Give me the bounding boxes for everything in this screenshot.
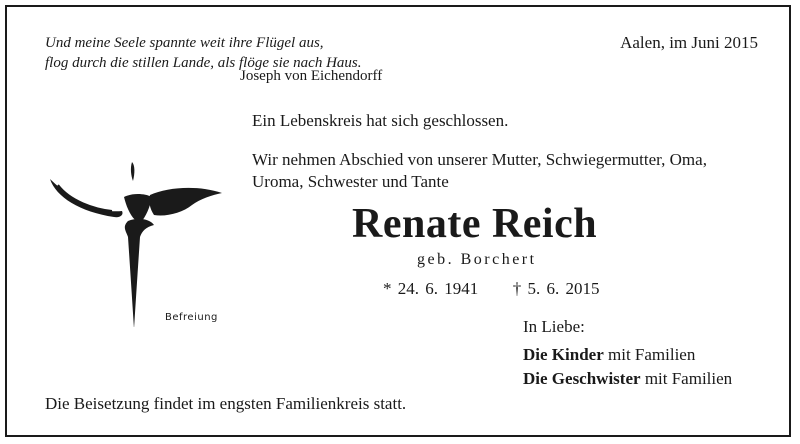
death-date: 5. 6. 2015 — [527, 279, 600, 298]
intro-text: Ein Lebenskreis hat sich geschlossen. — [252, 111, 509, 130]
birth-symbol: * — [383, 279, 392, 298]
mourners-heading: In Liebe: — [523, 317, 585, 336]
poem-line-2: flog durch die stillen Lande, als flöge sie nach Haus. — [45, 55, 362, 71]
mourner-entry — [523, 369, 732, 389]
mourner-suffix: mit Familien — [644, 369, 733, 388]
farewell-text — [252, 149, 707, 193]
mourner-suffix: mit Familien — [608, 345, 696, 364]
symbol-caption: Befreiung — [165, 312, 218, 323]
poem-quote — [45, 33, 362, 73]
cross-figure-icon — [42, 157, 227, 327]
burial-note: Die Beisetzung findet im engsten Familienkreis statt. — [45, 394, 407, 413]
mourner-group: Die Kinder — [523, 345, 604, 364]
life-dates — [383, 279, 600, 299]
poem-author: Joseph von Eichendorff — [240, 68, 383, 84]
farewell-line-1: Wir nehmen Abschied von unserer Mutter, Schwiegermutter, Oma, — [252, 150, 707, 169]
place-date: Aalen, im Juni 2015 — [620, 33, 758, 52]
farewell-line-2: Uroma, Schwester und Tante — [252, 172, 449, 191]
obituary-notice — [5, 5, 791, 437]
mourner-group: Die Geschwister — [523, 369, 641, 388]
poem-line-1: Und meine Seele spannte weit ihre Flügel aus, — [45, 35, 324, 51]
mourner-entry — [523, 345, 695, 365]
deceased-name: Renate Reich — [352, 201, 598, 247]
birth-name: geb. Borchert — [417, 251, 537, 268]
death-symbol: † — [512, 279, 522, 298]
birth-date: 24. 6. 1941 — [397, 279, 479, 298]
